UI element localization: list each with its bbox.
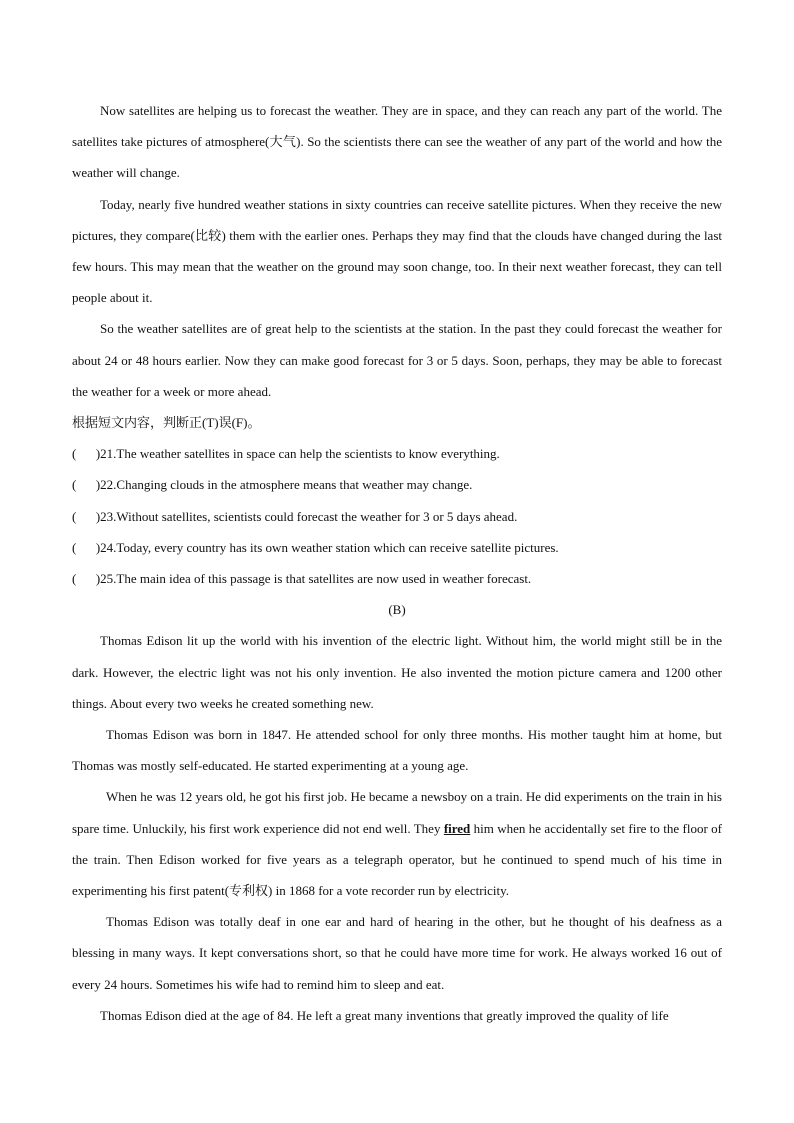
emphasized-word: fired — [443, 820, 471, 836]
passage-b-paragraph-3 — [72, 781, 722, 906]
question-22: ( )22.Changing clouds in the atmosphere means that weather may change. — [72, 477, 473, 493]
passage-b-paragraph-4: Thomas Edison was totally deaf in one ear and hard of hearing in the other, but he thought of his deafness as a blessing in many ways. It kept conversations short, so that he could have more time for work. He always worked 16 out of every 24 hours. Sometimes his wife had to remind him to sleep and eat. — [72, 914, 722, 992]
passage-a-paragraph-1: Now satellites are helping us to forecast the weather. They are in space, and they can reach any part of the world. The satellites take pictures of atmosphere(大气). So the scientists there can see the weather of any part of the world and how the weather will change. — [72, 103, 722, 181]
section-b-label: (B) — [388, 602, 406, 618]
paragraph-text: him when he accidentally set fire to the floor of the train. Then Edison worked for five years as a telegraph operator, but he continued to spend much of his time in experimenting his first patent(专利权) in 1868 for a vote recorder run by electricity. — [72, 820, 722, 899]
document-page — [72, 95, 722, 1031]
question-25: ( )25.The main idea of this passage is that satellites are now used in weather forecast. — [72, 571, 532, 587]
passage-a-paragraph-2: Today, nearly five hundred weather stations in sixty countries can receive satellite pictures. When they receive the new pictures, they compare(比较) them with the earlier ones. Perhaps they may find that the clouds have changed during the last few hours. This may mean that the weather on the ground may soon change, too. In their next weather forecast, they can tell people about it. — [72, 196, 722, 306]
paragraph-text: When he was 12 years old, he got his first job. He became a newsboy on a train. He did experiments on the train in his spare time. Unluckily, his first work experience did not end well. They — [72, 789, 722, 836]
passage-a-paragraph-3: So the weather satellites are of great help to the scientists at the station. In the past they could forecast the weather for about 24 or 48 hours earlier. Now they can make good forecast for 3 or 5 days. Soon, perhaps, they may be able to forecast the weather for a week or more ahead. — [72, 321, 722, 399]
question-23: ( )23.Without satellites, scientists could forecast the weather for 3 or 5 days ahead. — [72, 508, 518, 524]
passage-b-paragraph-5: Thomas Edison died at the age of 84. He left a great many inventions that greatly improved the quality of life — [100, 1007, 669, 1023]
passage-b-paragraph-1: Thomas Edison lit up the world with his invention of the electric light. Without him, the world might still be in the dark. However, the electric light was not his only invention. He also invented the motion picture camera and 1200 other things. About every two weeks he created something new. — [72, 633, 722, 711]
question-21: ( )21.The weather satellites in space can help the scientists to know everything. — [72, 446, 500, 462]
passage-b-paragraph-2: Thomas Edison was born in 1847. He attended school for only three months. His mother taught him at home, but Thomas was mostly self-educated. He started experimenting at a young age. — [72, 727, 722, 774]
question-24: ( )24.Today, every country has its own weather station which can receive satellite pictures. — [72, 539, 559, 555]
exercise-instruction: 根据短文内容，判断正(T)误(F)。 — [72, 415, 261, 431]
